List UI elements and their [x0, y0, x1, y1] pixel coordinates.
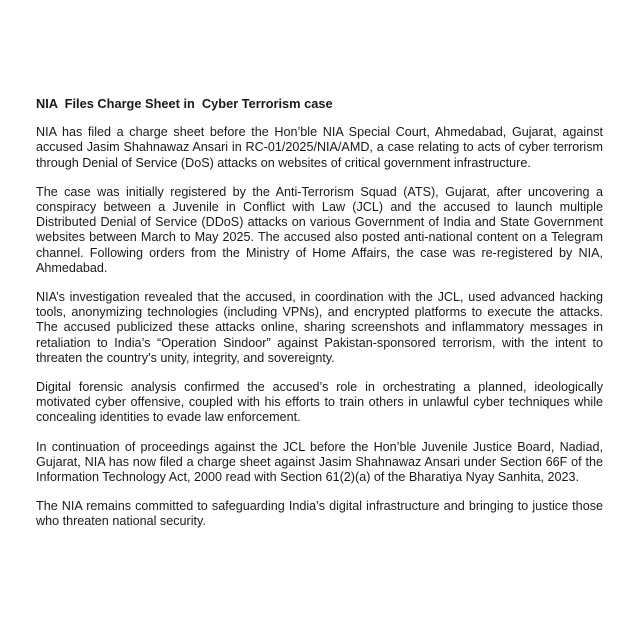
press-release	[36, 96, 603, 544]
paragraph-charge-sheet: NIA has filed a charge sheet before the Hon’ble NIA Special Court, Ahmedabad, Gujarat, against accused Jasim Shahnawaz Ansari in RC-01/2025/NIA/AMD, a case relating to acts of cyber terrorism through Denial of Service (DoS) attacks on websites of critical government infrastructure.	[36, 125, 603, 170]
document-title: NIA Files Charge Sheet in Cyber Terrorism case	[36, 96, 333, 111]
paragraph-proceedings: In continuation of proceedings against the JCL before the Hon’ble Juvenile Justice Board, Nadiad, Gujarat, NIA has now filed a charge sheet against Jasim Shahnawaz Ansari under Section 66F of the Information Technology Act, 2000 read with Section 61(2)(a) of the Bharatiya Nyay Sanhita, 2023.	[36, 439, 603, 485]
paragraph-investigation: NIA’s investigation revealed that the accused, in coordination with the JCL, used advanced hacking tools, anonymizing technologies (including VPNs), and encrypted platforms to execute the attacks. The accused publicized these attacks online, sharing screenshots and inflammatory messages in retaliation to India’s “Operation Sindoor” against Pakistan-sponsored terrorism, with the intent to threaten the country’s unity, integrity, and sovereignty.	[36, 290, 603, 365]
paragraph-case-registration: The case was initially registered by the Anti-Terrorism Squad (ATS), Gujarat, after uncovering a conspiracy between a Juvenile in Conflict with Law (JCL) and the accused to launch multiple Distributed Denial of Service (DDoS) attacks on various Government of India and State Government websites between March to May 2025. The accused also posted anti-national content on a Telegram channel. Following orders from the Ministry of Home Affairs, the case was re-registered by NIA, Ahmedabad.	[36, 184, 603, 275]
paragraph-forensics: Digital forensic analysis confirmed the accused’s role in orchestrating a planned, ideologically motivated cyber offensive, coupled with his efforts to train others in unlawful cyber techniques while concealing identities to evade law enforcement.	[36, 380, 603, 425]
paragraph-commitment: The NIA remains committed to safeguarding India’s digital infrastructure and bringing to justice those who threaten national security.	[36, 499, 603, 529]
